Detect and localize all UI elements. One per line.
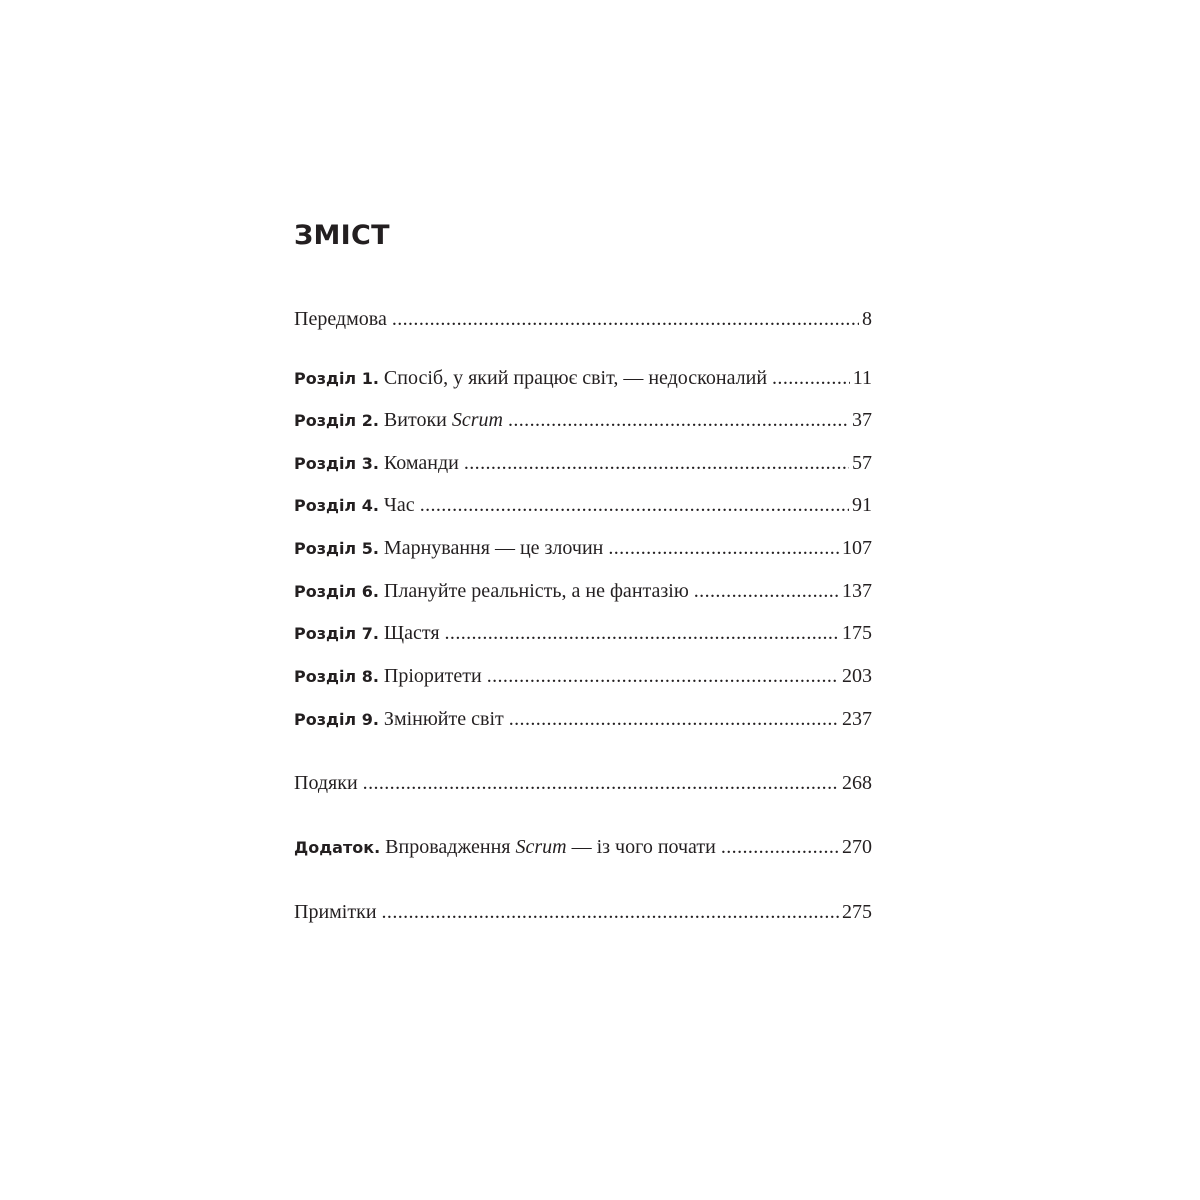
toc-entry-chapter-7 — [294, 619, 872, 647]
toc-entry-title: Примітки — [294, 901, 377, 923]
dot-leader — [445, 619, 839, 647]
dot-leader — [420, 491, 849, 519]
toc-entry-acknowledgements — [294, 769, 872, 797]
toc-title: ЗМІСТ — [294, 220, 390, 251]
toc-entry-title: Подяки — [294, 772, 358, 794]
toc-entry-label: Розділ 3. — [294, 454, 379, 473]
toc-entry-title: Змінюйте світ — [383, 708, 504, 730]
dot-leader — [721, 833, 839, 861]
toc-entry-label: Розділ 1. — [294, 369, 379, 388]
dot-leader — [487, 662, 839, 690]
toc-page — [294, 0, 872, 1200]
toc-page-number: 237 — [842, 708, 872, 730]
toc-entry-chapter-5 — [294, 534, 872, 562]
dot-leader — [509, 705, 839, 733]
toc-page-number: 175 — [842, 622, 872, 644]
toc-entry-chapter-2 — [294, 406, 872, 434]
toc-entry-title: Час — [383, 494, 415, 516]
toc-page-number: 275 — [842, 901, 872, 923]
toc-entry-title-text: Впровадження — [385, 836, 511, 858]
toc-entry-chapter-6 — [294, 577, 872, 605]
toc-entry-title-italic: Scrum — [451, 409, 503, 431]
toc-entry-title: Передмова — [294, 308, 387, 330]
dot-leader — [363, 769, 839, 797]
toc-entry-title: Спосіб, у який працює світ, — недосконалий — [383, 367, 768, 389]
dot-leader — [508, 406, 849, 434]
dot-leader — [772, 364, 850, 392]
toc-entry-label: Розділ 9. — [294, 710, 379, 729]
toc-entry-label: Розділ 5. — [294, 539, 379, 558]
toc-entry-chapter-1 — [294, 364, 872, 392]
toc-entry-chapter-4 — [294, 491, 872, 519]
toc-entry-label: Розділ 7. — [294, 624, 379, 643]
toc-entry-label: Додаток. — [294, 838, 381, 857]
toc-page-number: 91 — [852, 494, 872, 516]
toc-entry-title-italic: Scrum — [515, 836, 567, 858]
toc-page-number: 137 — [842, 580, 872, 602]
toc-page-number: 8 — [862, 308, 872, 330]
toc-entry-label: Розділ 8. — [294, 667, 379, 686]
dot-leader — [382, 898, 839, 926]
toc-entry-title-text: Витоки — [383, 409, 447, 431]
toc-page-number: 268 — [842, 772, 872, 794]
toc-entry-label: Розділ 2. — [294, 411, 379, 430]
toc-entry-title — [385, 833, 716, 861]
toc-page-number: 57 — [852, 452, 872, 474]
toc-entry-title: Пріоритети — [383, 665, 482, 687]
toc-entry-title: Марнування — це злочин — [383, 537, 604, 559]
toc-entry-title: Плануйте реальність, а не фантазію — [383, 580, 689, 602]
toc-entry-appendix — [294, 833, 872, 861]
toc-page-number: 11 — [852, 367, 872, 389]
toc-page-number: 270 — [842, 836, 872, 858]
dot-leader — [694, 577, 839, 605]
toc-page-number: 37 — [852, 409, 872, 431]
toc-page-number: 203 — [842, 665, 872, 687]
toc-entry-label: Розділ 4. — [294, 496, 379, 515]
toc-entry-chapter-3 — [294, 449, 872, 477]
dot-leader — [392, 305, 859, 333]
toc-entry-title — [384, 406, 503, 434]
dot-leader — [608, 534, 839, 562]
toc-entry-title-suffix: — із чого почати — [571, 836, 716, 858]
toc-entry-title: Команди — [383, 452, 459, 474]
toc-entry-label: Розділ 6. — [294, 582, 379, 601]
toc-page-number: 107 — [842, 537, 872, 559]
toc-entry-chapter-9 — [294, 705, 872, 733]
dot-leader — [464, 449, 849, 477]
toc-entry-title: Щастя — [383, 622, 440, 644]
toc-entry-notes — [294, 898, 872, 926]
toc-entry-preface — [294, 305, 872, 333]
toc-entry-chapter-8 — [294, 662, 872, 690]
